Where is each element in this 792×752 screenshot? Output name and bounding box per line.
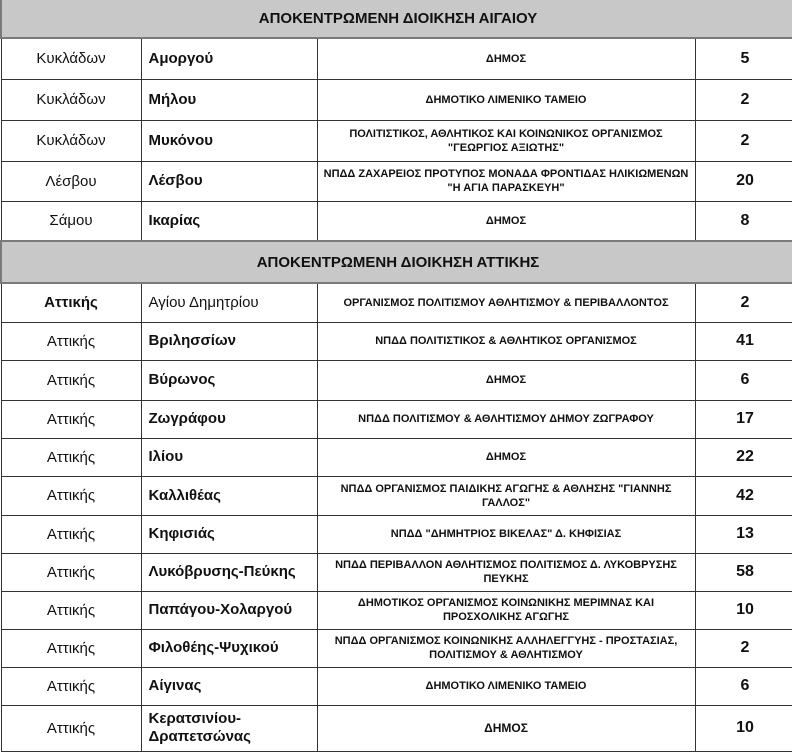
table-row — [1, 629, 792, 667]
table-row — [1, 553, 792, 591]
entity-cell: ΔΗΜΟΤΙΚΟ ΛΙΜΕΝΙΚΟ ΤΑΜΕΙΟ — [317, 667, 695, 705]
region-cell: Αττικής — [1, 283, 141, 322]
region-cell: Αττικής — [1, 322, 141, 360]
count-cell: 58 — [695, 553, 792, 591]
region-cell: Κυκλάδων — [1, 79, 141, 120]
region-cell: Αττικής — [1, 400, 141, 438]
count-cell: 20 — [695, 161, 792, 201]
table-row — [1, 438, 792, 476]
region-cell: Λέσβου — [1, 161, 141, 201]
region-cell: Αττικής — [1, 438, 141, 476]
table-row — [1, 705, 792, 751]
count-cell: 6 — [695, 667, 792, 705]
entity-cell: ΝΠΔΔ ΟΡΓΑΝΙΣΜΟΣ ΚΟΙΝΩΝΙΚΗΣ ΑΛΛΗΛΕΓΓΥΗΣ - ΠΡΟΣΤΑΣΙΑΣ, ΠΟΛΙΤΙΣΜΟΥ & ΑΘΛΗΤΙΣΜΟΥ — [317, 629, 695, 667]
municipality-cell: Λέσβου — [141, 161, 317, 201]
region-cell: Κυκλάδων — [1, 120, 141, 161]
count-cell: 2 — [695, 120, 792, 161]
count-cell: 22 — [695, 438, 792, 476]
table-row — [1, 400, 792, 438]
count-cell: 17 — [695, 400, 792, 438]
municipality-cell: Λυκόβρυσης-Πεύκης — [141, 553, 317, 591]
count-cell: 6 — [695, 360, 792, 400]
municipality-cell: Μυκόνου — [141, 120, 317, 161]
region-cell: Αττικής — [1, 591, 141, 629]
section-title: ΑΠΟΚΕΝΤΡΩΜΕΝΗ ΔΙΟΙΚΗΣΗ ΑΙΓΑΙΟΥ — [1, 0, 792, 38]
count-cell: 42 — [695, 476, 792, 515]
count-cell: 41 — [695, 322, 792, 360]
entity-cell: ΝΠΔΔ "ΔΗΜΗΤΡΙΟΣ ΒΙΚΕΛΑΣ" Δ. ΚΗΦΙΣΙΑΣ — [317, 515, 695, 553]
region-cell: Αττικής — [1, 667, 141, 705]
table-row — [1, 283, 792, 322]
entity-cell: ΝΠΔΔ ΠΟΛΙΤΙΣΜΟΥ & ΑΘΛΗΤΙΣΜΟΥ ΔΗΜΟΥ ΖΩΓΡΑΦΟΥ — [317, 400, 695, 438]
municipality-cell: Κερατσινίου-​Δραπετσώνας — [141, 705, 317, 751]
entity-cell: ΠΟΛΙΤΙΣΤΙΚΟΣ, ΑΘΛΗΤΙΚΟΣ ΚΑΙ ΚΟΙΝΩΝΙΚΟΣ ΟΡΓΑΝΙΣΜΟΣ "ΓΕΩΡΓΙΟΣ ΑΞΙΩΤΗΣ" — [317, 120, 695, 161]
table-row — [1, 591, 792, 629]
count-cell: 2 — [695, 79, 792, 120]
region-cell: Αττικής — [1, 553, 141, 591]
entity-cell: ΔΗΜΟΤΙΚΟΣ ΟΡΓΑΝΙΣΜΟΣ ΚΟΙΝΩΝΙΚΗΣ ΜΕΡΙΜΝΑΣ ΚΑΙ ΠΡΟΣΧΟΛΙΚΗΣ ΑΓΩΓΗΣ — [317, 591, 695, 629]
section-title: ΑΠΟΚΕΝΤΡΩΜΕΝΗ ΔΙΟΙΚΗΣΗ ΑΤΤΙΚΗΣ — [1, 241, 792, 283]
municipality-cell: Κηφισιάς — [141, 515, 317, 553]
municipality-cell: Μήλου — [141, 79, 317, 120]
region-cell: Αττικής — [1, 360, 141, 400]
table-row — [1, 515, 792, 553]
region-cell: Αττικής — [1, 629, 141, 667]
entity-cell: ΝΠΔΔ ΟΡΓΑΝΙΣΜΟΣ ΠΑΙΔΙΚΗΣ ΑΓΩΓΗΣ & ΑΘΛΗΣΗΣ "ΓΙΑΝΝΗΣ ΓΑΛΛΟΣ" — [317, 476, 695, 515]
entity-cell: ΔΗΜΟΣ — [317, 201, 695, 241]
section-header-attica — [1, 241, 792, 283]
municipality-cell: Ιλίου — [141, 438, 317, 476]
table-row — [1, 667, 792, 705]
municipality-cell: Παπάγου-Χολαργού — [141, 591, 317, 629]
table-row — [1, 476, 792, 515]
section-header-aegean — [1, 0, 792, 38]
entity-cell: ΝΠΔΔ ΖΑΧΑΡΕΙΟΣ ΠΡΟΤΥΠΟΣ ΜΟΝΑΔΑ ΦΡΟΝΤΙΔΑΣ ΗΛΙΚΙΩΜΕΝΩΝ "Η ΑΓΙΑ ΠΑΡΑΣΚΕΥΗ" — [317, 161, 695, 201]
table-row — [1, 79, 792, 120]
municipality-cell: Φιλοθέης-Ψυχικού — [141, 629, 317, 667]
entity-cell: ΝΠΔΔ ΠΕΡΙΒΑΛΛΟΝ ΑΘΛΗΤΙΣΜΟΣ ΠΟΛΙΤΙΣΜΟΣ Δ. ΛΥΚΟΒΡΥΣΗΣ ΠΕΥΚΗΣ — [317, 553, 695, 591]
count-cell: 5 — [695, 38, 792, 79]
count-cell: 10 — [695, 705, 792, 751]
municipality-cell: Αγίου Δημητρίου — [141, 283, 317, 322]
table-row — [1, 201, 792, 241]
table-row — [1, 38, 792, 79]
municipality-cell: Αμοργού — [141, 38, 317, 79]
entity-cell: ΟΡΓΑΝΙΣΜΟΣ ΠΟΛΙΤΙΣΜΟΥ ΑΘΛΗΤΙΣΜΟΥ & ΠΕΡΙΒΑΛΛΟΝΤΟΣ — [317, 283, 695, 322]
table-row — [1, 161, 792, 201]
count-cell: 2 — [695, 629, 792, 667]
count-cell: 10 — [695, 591, 792, 629]
municipality-cell: Βύρωνος — [141, 360, 317, 400]
count-cell: 8 — [695, 201, 792, 241]
municipality-cell: Καλλιθέας — [141, 476, 317, 515]
entity-cell: ΔΗΜΟΣ — [317, 438, 695, 476]
region-cell: Κυκλάδων — [1, 38, 141, 79]
table-row — [1, 120, 792, 161]
region-cell: Αττικής — [1, 705, 141, 751]
municipality-cell: Βριλησσίων — [141, 322, 317, 360]
entity-cell: ΔΗΜΟΣ — [317, 705, 695, 751]
count-cell: 13 — [695, 515, 792, 553]
municipality-cell: Αίγινας — [141, 667, 317, 705]
municipality-cell: Ικαρίας — [141, 201, 317, 241]
region-cell: Αττικής — [1, 515, 141, 553]
region-cell: Σάμου — [1, 201, 141, 241]
count-cell: 2 — [695, 283, 792, 322]
table-row — [1, 360, 792, 400]
entity-cell: ΝΠΔΔ ΠΟΛΙΤΙΣΤΙΚΟΣ & ΑΘΛΗΤΙΚΟΣ ΟΡΓΑΝΙΣΜΟΣ — [317, 322, 695, 360]
table-row — [1, 322, 792, 360]
entity-cell: ΔΗΜΟΣ — [317, 38, 695, 79]
region-cell: Αττικής — [1, 476, 141, 515]
entity-cell: ΔΗΜΟΣ — [317, 360, 695, 400]
entity-cell: ΔΗΜΟΤΙΚΟ ΛΙΜΕΝΙΚΟ ΤΑΜΕΙΟ — [317, 79, 695, 120]
municipality-cell: Ζωγράφου — [141, 400, 317, 438]
